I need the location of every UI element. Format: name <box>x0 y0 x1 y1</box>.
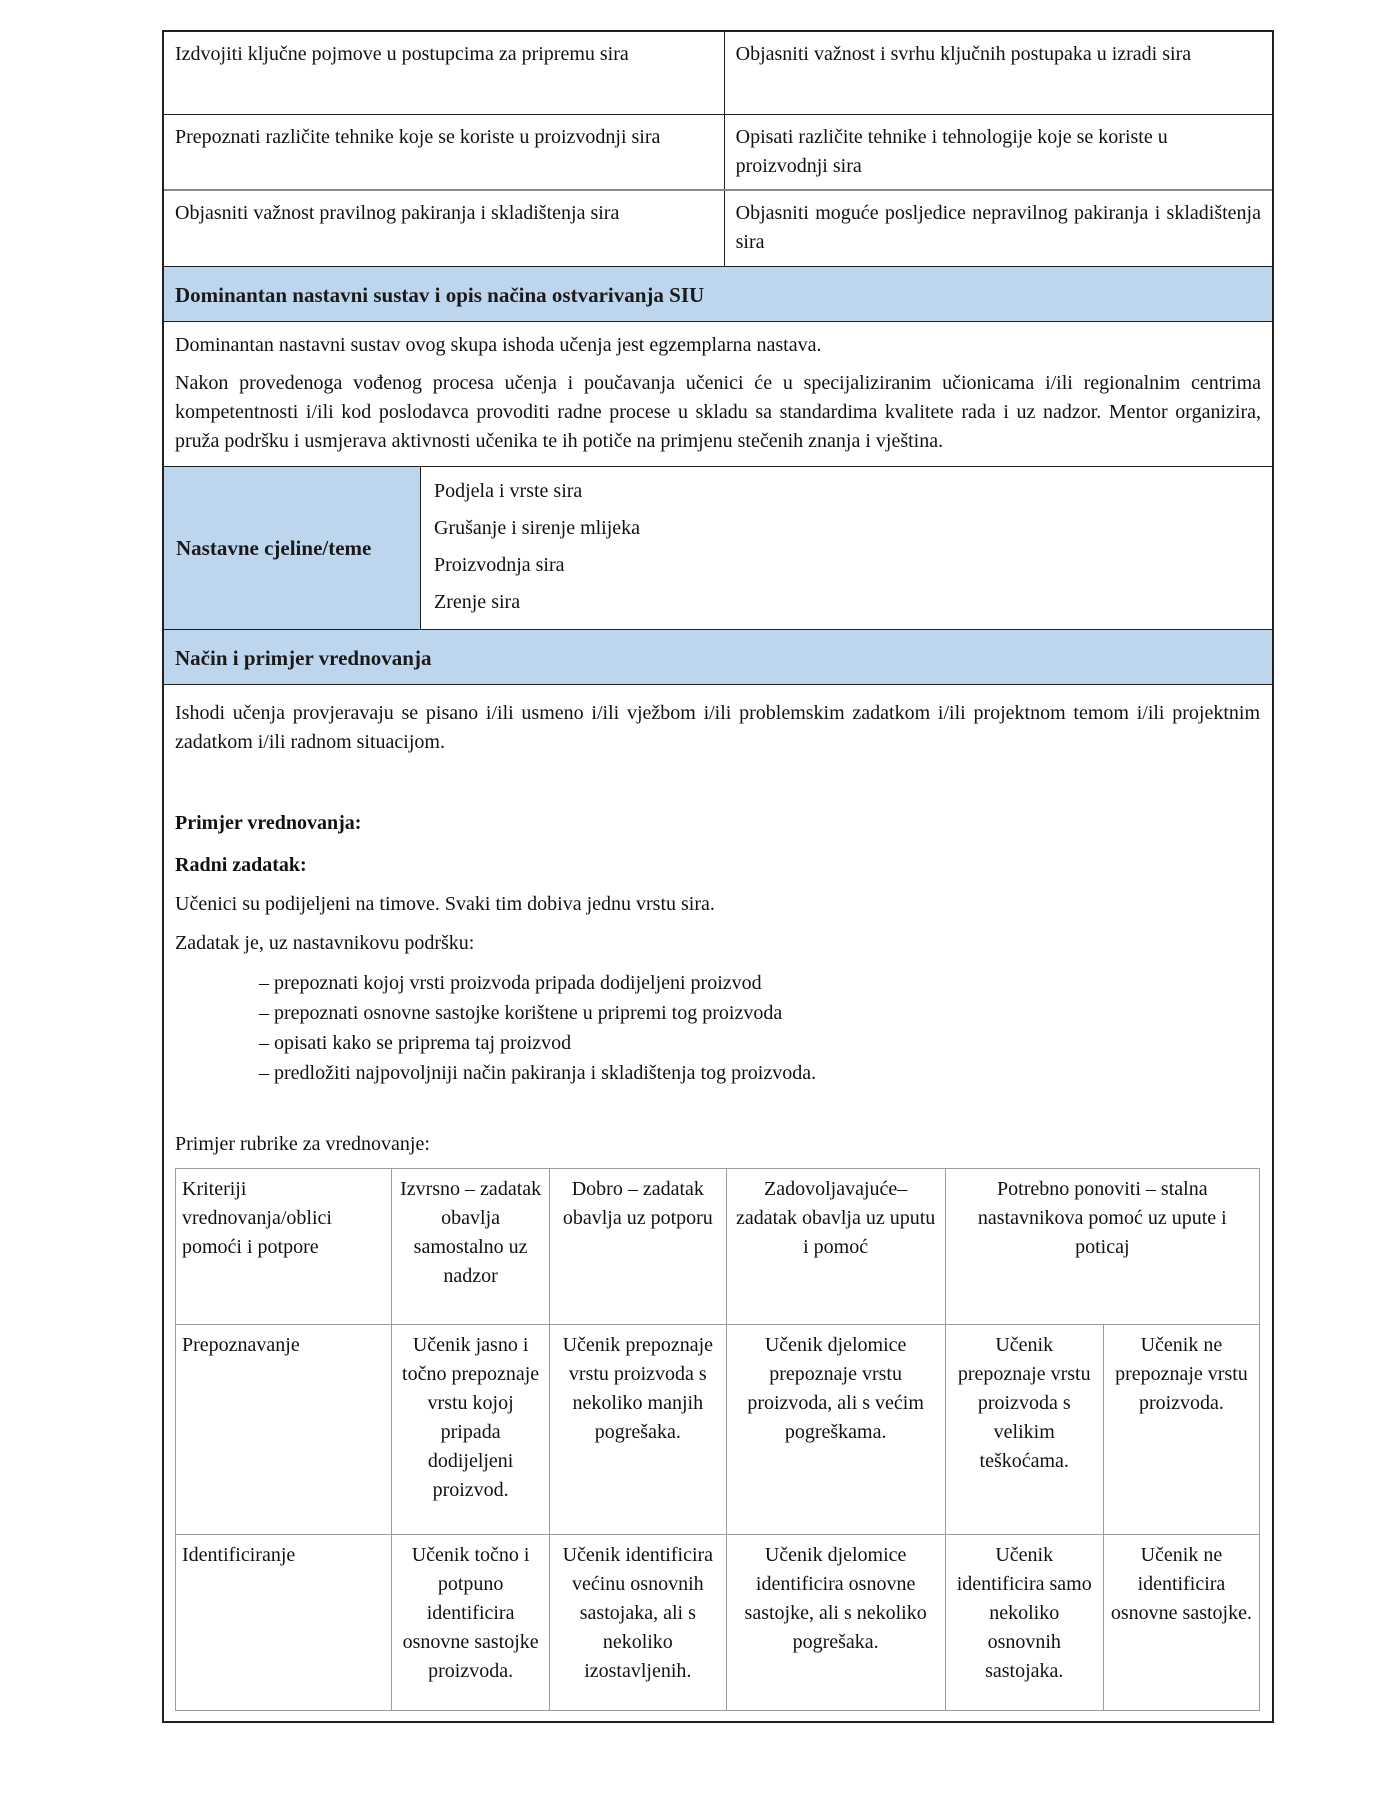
spacer <box>175 1088 1260 1130</box>
outcome-cell-left: Prepoznati različite tehnike koje se koriste u proizvodnji sira <box>164 115 725 189</box>
units-label-cell: Nastavne cjeline/teme <box>164 467 421 629</box>
rubric-header-criteria: Kriteriji vrednovanja/oblici pomoći i potpore <box>176 1169 392 1325</box>
dominant-paragraph-1: Dominantan nastavni sustav ovog skupa ishoda učenja jest egzemplarna nastava. <box>175 334 822 356</box>
rubric-cell: Učenik djelomice identificira osnovne sastojke, ali s nekoliko pogrešaka. <box>726 1535 945 1711</box>
outcome-cell-left: Izdvojiti ključne pojmove u postupcima za pripremu sira <box>164 32 725 114</box>
rubric-table <box>175 1168 1260 1711</box>
outcome-cell-right: Objasniti važnost i svrhu ključnih postupaka u izradi sira <box>735 43 1192 65</box>
task-list <box>259 968 1260 1088</box>
dominant-system-cell <box>164 322 1272 467</box>
outcome-row <box>164 191 1272 267</box>
rubric-cell: Učenik identificira većinu osnovnih sastojaka, ali s nekoliko izostavljenih. <box>549 1535 726 1711</box>
task-paragraph-1: Učenici su podijeljeni na timove. Svaki tim dobiva jednu vrstu sira. <box>175 893 715 915</box>
section-header-dominant-system: Dominantan nastavni sustav i opis načina ostvarivanja SIU <box>164 267 1272 322</box>
unit-item: Grušanje i sirenje mlijeka <box>434 517 641 539</box>
task-item: – prepoznati kojoj vrsti proizvoda pripada dodijeljeni proizvod <box>259 972 762 994</box>
units-row <box>164 467 1272 630</box>
unit-item: Podjela i vrste sira <box>434 480 583 502</box>
rubric-cell: Učenik prepoznaje vrstu proizvoda s nekoliko manjih pogrešaka. <box>549 1325 726 1535</box>
rubric-row-identificiranje <box>176 1535 1260 1711</box>
unit-item: Proizvodnja sira <box>434 554 565 576</box>
rubric-header-repeat: Potrebno ponoviti – stalna nastavnikova pomoć uz upute i poticaj <box>945 1169 1259 1325</box>
rubric-cell: Učenik jasno i točno prepoznaje vrstu kojoj pripada dodijeljeni proizvod. <box>392 1325 550 1535</box>
outcome-row <box>164 115 1272 191</box>
section-header-evaluation: Način i primjer vrednovanja <box>164 630 1272 685</box>
outcome-row <box>164 32 1272 115</box>
units-list <box>421 467 1272 629</box>
task-item: – prepoznati osnovne sastojke korištene u pripremi tog proizvoda <box>259 1002 783 1024</box>
rubric-cell: Učenik točno i potpuno identificira osnovne sastojke proizvoda. <box>392 1535 550 1711</box>
rubric-header-satisfactory: Zadovoljavajuće– zadatak obavlja uz uputu i pomoć <box>726 1169 945 1325</box>
curriculum-document-table <box>162 30 1274 1723</box>
evaluation-intro: Ishodi učenja provjeravaju se pisano i/ili usmeno i/ili vježbom i/ili problemskim zadatkom i/ili projektnom temom i/ili projektnim zadatkom i/ili radnom situacijom. <box>175 702 1260 753</box>
rubric-cell: Učenik prepoznaje vrstu proizvoda s velikim teškoćama. <box>945 1325 1103 1535</box>
example-evaluation-label: Primjer vrednovanja: <box>175 812 362 834</box>
criterion-cell: Identificiranje <box>176 1535 392 1711</box>
rubric-header-row <box>176 1169 1260 1325</box>
outcome-cell-left: Objasniti važnost pravilnog pakiranja i skladištenja sira <box>164 191 725 266</box>
rubric-cell: Učenik ne prepoznaje vrstu proizvoda. <box>1103 1325 1259 1535</box>
task-item: – predložiti najpovoljniji način pakiranja i skladištenja tog proizvoda. <box>259 1062 817 1084</box>
rubric-header-excellent: Izvrsno – zadatak obavlja samostalno uz nadzor <box>392 1169 550 1325</box>
evaluation-cell <box>164 685 1272 1721</box>
rubric-cell: Učenik ne identificira osnovne sastojke. <box>1103 1535 1259 1711</box>
rubric-row-prepoznavanje <box>176 1325 1260 1535</box>
criterion-cell: Prepoznavanje <box>176 1325 392 1535</box>
dominant-paragraph-2: Nakon provedenoga vođenog procesa učenja i poučavanja učenici će u specijaliziranim učionicama i/ili regionalnim centrima kompetentnosti i/ili kod poslodavca provoditi radne procese u skladu sa standardima kvalitete rada i uz nadzor. Mentor organizira, pruža podršku i usmjerava aktivnosti učenika te ih potiče na primjenu stečenih znanja i vještina. <box>175 372 1261 452</box>
work-task-label: Radni zadatak: <box>175 854 307 876</box>
task-item: – opisati kako se priprema taj proizvod <box>259 1032 572 1054</box>
unit-item: Zrenje sira <box>434 591 521 613</box>
rubric-caption: Primjer rubrike za vrednovanje: <box>175 1133 430 1155</box>
outcome-cell-right: Opisati različite tehnike i tehnologije koje se koriste u proizvodnji sira <box>735 126 1168 177</box>
rubric-cell: Učenik identificira samo nekoliko osnovnih sastojaka. <box>945 1535 1103 1711</box>
task-paragraph-2: Zadatak je, uz nastavnikovu podršku: <box>175 932 475 954</box>
rubric-header-good: Dobro – zadatak obavlja uz potporu <box>549 1169 726 1325</box>
rubric-cell: Učenik djelomice prepoznaje vrstu proizvoda, ali s većim pogreškama. <box>726 1325 945 1535</box>
outcome-cell-right: Objasniti moguće posljedice nepravilnog pakiranja i skladištenja sira <box>735 202 1261 253</box>
